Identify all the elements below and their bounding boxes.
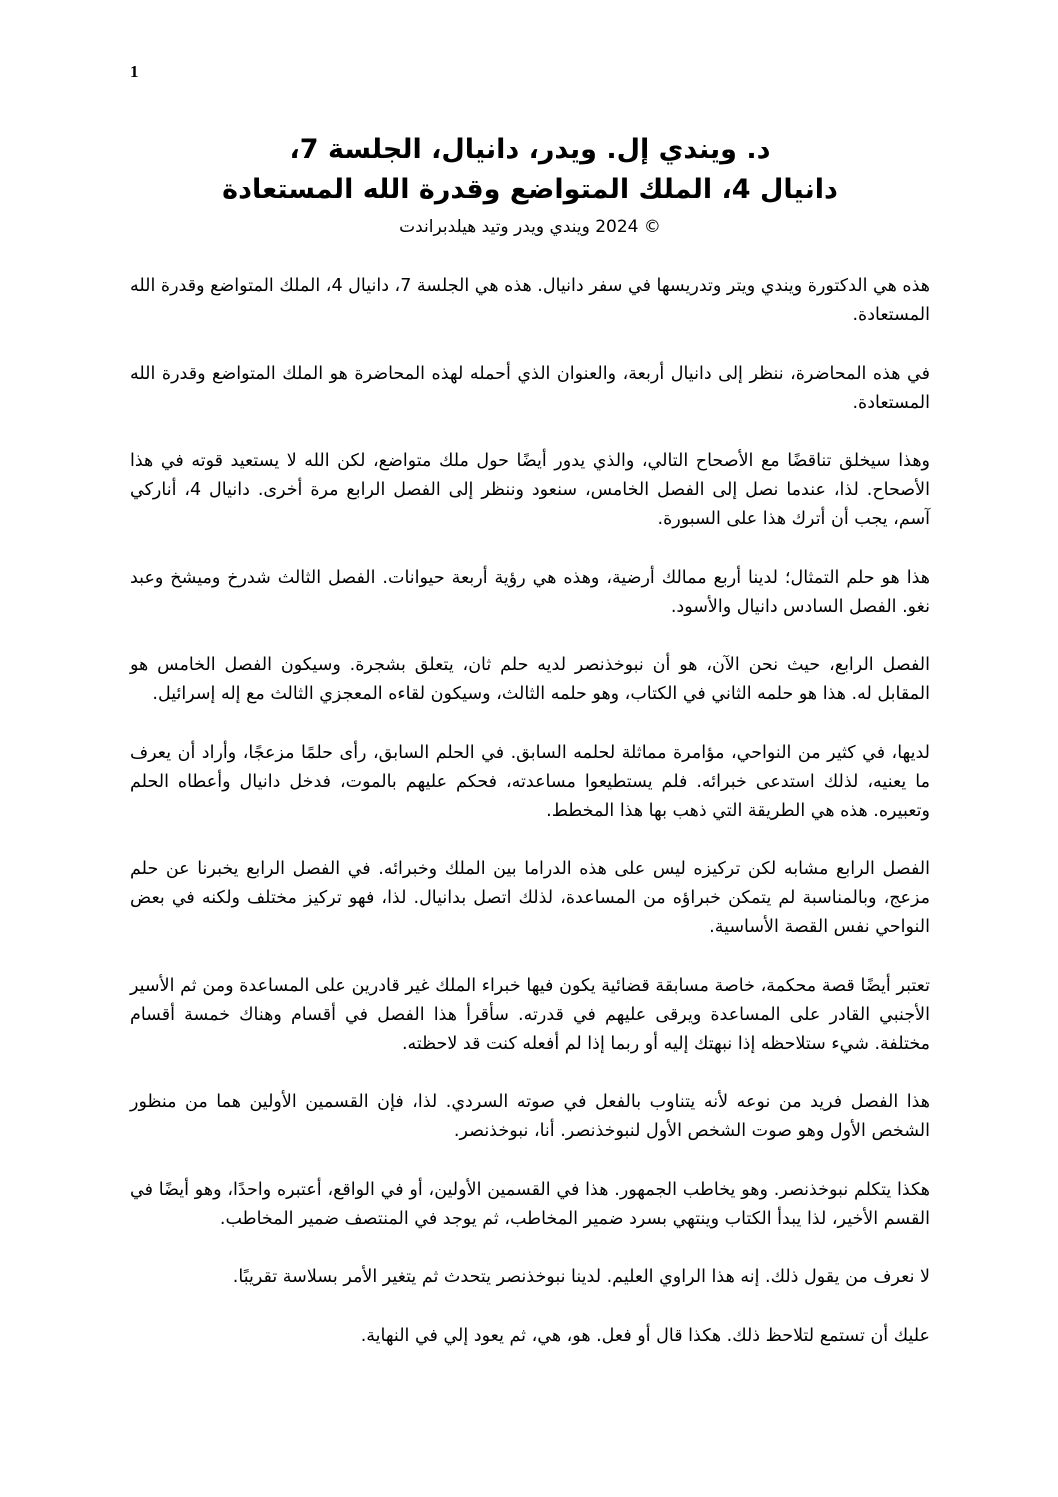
paragraph: هذا الفصل فريد من نوعه لأنه يتناوب بالفعل في صوته السردي. لذا، فإن القسمين الأولين هما من منظور الشخص الأول وهو صوت الشخص الأول لنبوخذنصر. أنا، نبوخذنصر.	[130, 1092, 930, 1141]
paragraph: الفصل الرابع، حيث نحن الآن، هو أن نبوخذنصر لديه حلم ثان، يتعلق بشجرة. وسيكون الفصل الخامس هو المقابل له. هذا هو حلمه الثاني في الكتاب، وهو حلمه الثالث، وسيكون لقاءه المعجزي الثالث مع إله إسرائيل.	[130, 655, 930, 704]
paragraph: لديها، في كثير من النواحي، مؤامرة مماثلة لحلمه السابق. في الحلم السابق، رأى حلمًا مزعجًا، وأراد أن يعرف ما يعنيه، لذلك استدعى خبرائه. فلم يستطيعوا مساعدته، فحكم عليهم بالموت، فدخل دانيال وأعطاه الحلم وتعبيره. هذه هي الطريقة التي ذهب بها هذا المخطط.	[130, 742, 930, 821]
paragraph: وهذا سيخلق تناقضًا مع الأصحاح التالي، والذي يدور أيضًا حول ملك متواضع، لكن الله لا يستعيد قوته في هذا الأصحاح. لذا، عندما نصل إلى الفصل الخامس، سنعود وننظر إلى الفصل الرابع مرة أخرى. دانيال 4، أناركي آسم، يجب أن أترك هذا على السبورة.	[130, 451, 930, 529]
paragraph: هذه هي الدكتورة ويندي ويتر وتدريسها في سفر دانيال. هذه هي الجلسة 7، دانيال 4، الملك المتواضع وقدرة الله المستعادة.	[130, 276, 930, 325]
copyright-line: © 2024 ويندي ويدر وتيد هيلدبراندت	[399, 217, 661, 237]
title-line-2: دانيال 4، الملك المتواضع وقدرة الله المستعادة	[222, 174, 838, 205]
paragraph: هكذا يتكلم نبوخذنصر. وهو يخاطب الجمهور. هذا في القسمين الأولين، أو في الواقع، أعتبره واحدًا، وهو أيضًا في القسم الأخير، لذا يبدأ الكتاب وينتهي بسرد ضمير المخاطب، ثم يوجد في المنتصف ضمير المخاطب.	[130, 1179, 930, 1229]
document-header	[130, 130, 930, 240]
paragraph: الفصل الرابع مشابه لكن تركيزه ليس على هذه الدراما بين الملك وخبرائه. في الفصل الرابع يخبرنا عن حلم مزعج، وبالمناسبة لم يتمكن خبراؤه من المساعدة، لذلك اتصل بدانيال. لذا، فهو تركيز مختلف ولكنه في بعض النواحي نفس القصة الأساسية.	[130, 859, 930, 937]
page-number: 1	[130, 62, 139, 81]
paragraph: في هذه المحاضرة، ننظر إلى دانيال أربعة، والعنوان الذي أحمله لهذه المحاضرة هو الملك المتواضع وقدرة الله المستعادة.	[130, 363, 930, 413]
paragraph: تعتبر أيضًا قصة محكمة، خاصة مسابقة قضائية يكون فيها خبراء الملك غير قادرين على المساعدة ومن ثم الأسير الأجنبي القادر على المساعدة ويرقى عليهم في قدرته. سأقرأ هذا الفصل في أقسام وهناك خمسة أقسام مختلفة. شيء ستلاحظه إذا نبهتك إليه أو ربما إذا لم أفعله كنت قد لاحظته.	[130, 975, 930, 1054]
paragraph: لا نعرف من يقول ذلك. إنه هذا الراوي العليم. لدينا نبوخذنصر يتحدث ثم يتغير الأمر بسلاسة تقريبًا.	[232, 1267, 930, 1287]
paragraph: هذا هو حلم التمثال؛ لدينا أربع ممالك أرضية، وهذه هي رؤية أربعة حيوانات. الفصل الثالث شدرخ وميشخ وعبد نغو. الفصل السادس دانيال والأسود.	[130, 567, 930, 617]
title-line-1: د. ويندي إل. ويدر، دانيال، الجلسة 7،	[289, 134, 771, 165]
document-body	[130, 272, 930, 1380]
paragraph: عليك أن تستمع لتلاحظ ذلك. هكذا قال أو فعل. هو، هي، ثم يعود إلي في النهاية.	[360, 1325, 930, 1346]
